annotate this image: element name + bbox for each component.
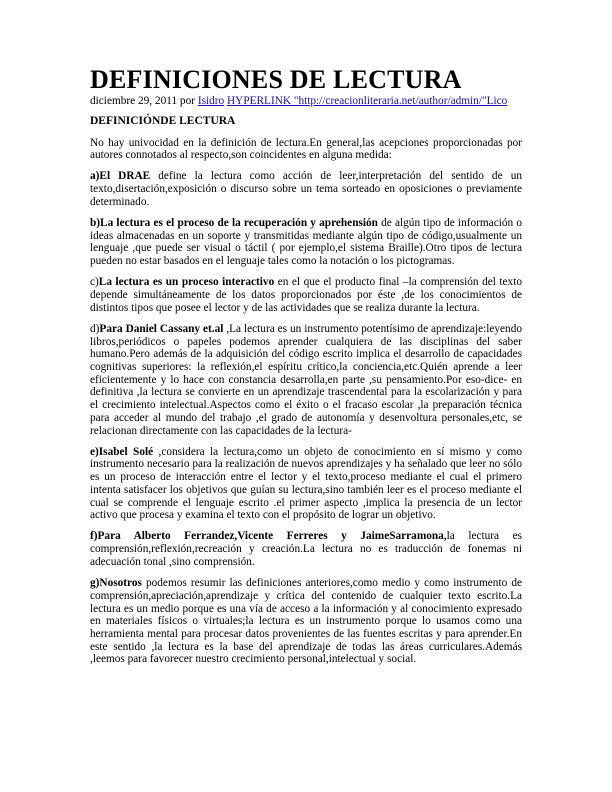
hyperlink-field-text[interactable]: HYPERLINK "http://creacionliteraria.net/author/admin/"Lico — [227, 95, 508, 107]
definition-paragraph-d — [90, 323, 522, 437]
section-heading: DEFINICIÓNDE LECTURA — [90, 114, 236, 127]
definition-paragraph-f — [90, 530, 522, 568]
definition-paragraph-b — [90, 217, 522, 268]
definition-paragraph-a — [90, 170, 522, 208]
definition-text: de algún tipo de información o ideas almacenadas en un soporte y transmitidas mediante algún tipo de código,usualmente un lenguaje ,que puede ser visual o táctil ( por ejemplo,el sistema Braille).Otro tipos de lectura pueden no estar basados en el lenguaje tales como la notación o los pictogramas. — [90, 217, 522, 268]
definition-paragraph-e — [90, 446, 522, 522]
definition-label: Para Daniel Cassany et.al — [99, 322, 224, 335]
definition-prefix: c) — [90, 276, 99, 289]
author-link[interactable]: Isidro — [197, 95, 225, 107]
definition-text: ,considera la lectura,como un objeto de conocimiento en sí mismo y como instrumento necesario para la realización de nuevos aprendizajes y ha señalado que leer no sólo es un proceso de interacción entre el lector y el texto,proceso mediante el cual el primero intenta satisfacer los objetivos que guían su lectura,sino también leer es el proceso mediante el cual se comprende el lenguaje escrito .el primer aspecto ,implica la presencia de un lector activo que procesa y examina el texto con el propósito de lograr un objetivo. — [90, 445, 522, 522]
definition-text: la lectura es comprensión,reflexión,recreación y creación.La lectura no es traducción de fonemas ni adecuación tonal ,sino comprensión. — [90, 530, 522, 568]
definition-label: b)La lectura es el proceso de la recuperación y aprehensión — [90, 217, 378, 230]
definition-label: e)Isabel Solé — [90, 445, 154, 458]
definition-text: podemos resumir las definiciones anteriores,como medio y como instrumento de comprensión,apreciación,aprendizaje y crítica del contenido de cualquier texto escrito.La lectura es un medio porque es una vía de acceso a la información y al conocimiento expresado en materiales físicos o virtuales;la lectura es un instrumento porque lo usamos como una herramienta mental para procesar datos provenientes de las fuentes escritas y para aprender.En este sentido ,la lectura es la base del aprendizaje de todas las áreas curriculares.Además ,leemos para favorecer nuestro crecimiento personal,intelectual y social. — [90, 577, 522, 666]
post-meta — [90, 95, 522, 108]
definition-text: define la lectura como acción de leer,interpretación del sentido de un texto,disertación,exposición o discurso sobre un tema sorteado en oposiciones o previamente determinado. — [90, 170, 522, 208]
definition-label: La lectura es un proceso interactivo — [98, 276, 275, 289]
definition-label: a)El DRAE — [90, 170, 151, 183]
post-date: diciembre 29, 2011 por — [90, 95, 198, 107]
definition-paragraph-c — [90, 276, 522, 314]
page-title: DEFINICIONES DE LECTURA — [90, 65, 462, 94]
definition-paragraph-g — [90, 577, 522, 666]
definition-label: f)Para Alberto Ferrandez,Vicente Ferreres y JaimeSarramona, — [90, 530, 447, 543]
document-body — [90, 66, 522, 675]
definition-text: ,La lectura es un instrumento potentísimo de aprendizaje:leyendo libros,periódicos o papeles podemos aprender cualquiera de las disciplinas del saber humano.Pero además de la adquisición del código escrito implica el desarrollo de capacidades cognitivas superiores: la reflexión,el espíritu crítico,la conciencia,etc.Quién aprende a leer eficientemente y lo hace con constancia desarrolla,en parte ,su pensamiento.Por eso-dice- en definitiva ,la lectura se convierte en un aprendizaje trascendental para la escolarización y para el crecimiento intelectual.Aspectos como el éxito o el fracaso escolar ,la preparación técnica para acceder al mundo del trabajo ,el grado de autonomía y desenvoltura personales,etc, se relacionan directamente con las capacidades de la lectura- — [90, 322, 522, 437]
definition-label: g)Nosotros — [90, 577, 142, 590]
intro-paragraph: No hay univocidad en la definición de lectura.En general,las acepciones proporcionadas por autores connotados al respecto,son coincidentes en alguna medida: — [90, 136, 522, 162]
definition-text: en el que el producto final –la comprensión del texto depende simultáneamente de los datos proporcionados por éste ,de los conocimientos de distintos tipos que posee el lector y de las actividades que se realiza durante la lectura. — [90, 276, 522, 314]
definition-prefix: d) — [90, 322, 100, 335]
